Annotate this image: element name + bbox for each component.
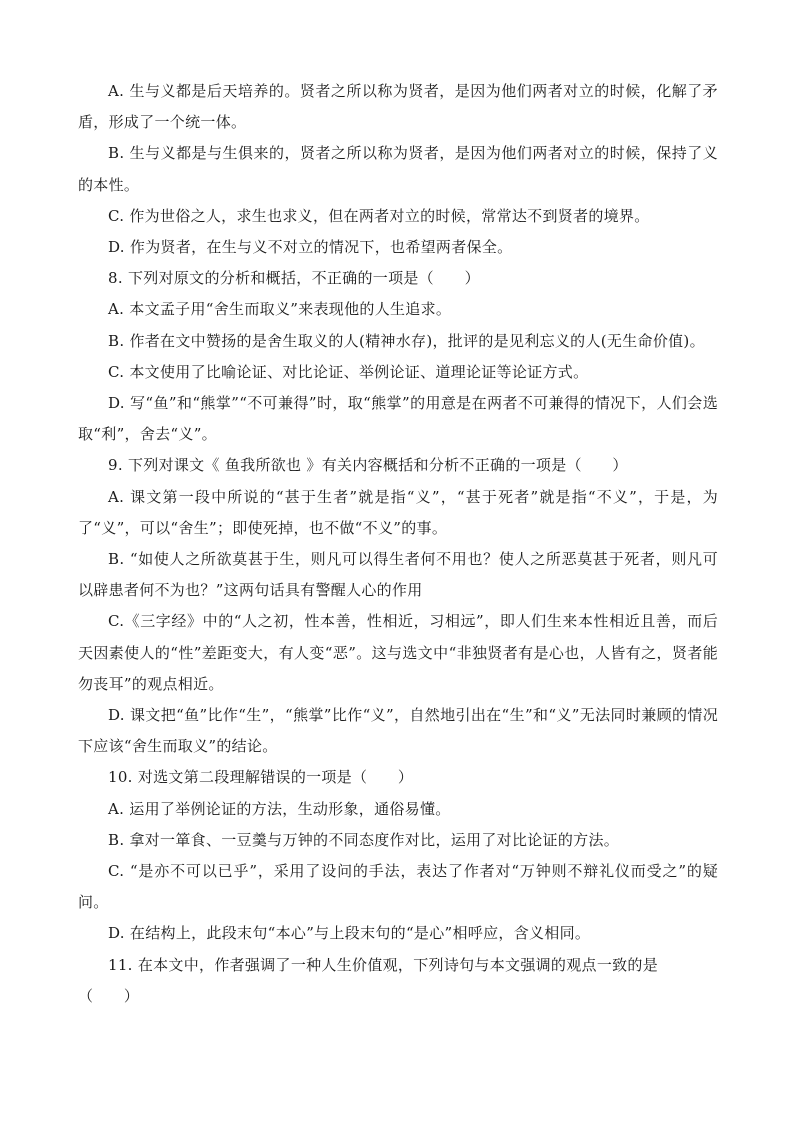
option-10a: A. 运用了举例论证的方法，生动形象，通俗易懂。 xyxy=(108,799,451,818)
option-8d: D. 写“鱼”和“熊掌”“不可兼得”时，取“熊掌”的用意是在两者不可兼得的情况下，人们会选取“利”，舍去“义”。 xyxy=(78,394,718,444)
option-10b: B. 拿对一箪食、一豆羹与万钟的不同态度作对比，运用了对比论证的方法。 xyxy=(108,830,620,849)
option-9a: A. 课文第一段中所说的“甚于生者”就是指“义”，“甚于死者”就是指“不义”，于是，为了“义”，可以“舍生”；即使死掉，也不做“不义”的事。 xyxy=(78,487,718,537)
question-9: 9. 下列对课文《 鱼我所欲也 》有关内容概括和分析不正确的一项是（ ） xyxy=(108,456,628,475)
option-9d: D. 课文把“鱼”比作“生”，“熊掌”比作“义”，自然地引出在“生”和“义”无法同时兼顾的情况下应该“舍生而取义”的结论。 xyxy=(78,706,718,756)
option-8a: A. 本文孟子用“舍生而取义”来表现他的人生追求。 xyxy=(108,300,452,319)
option-7a: A. 生与义都是后天培养的。贤者之所以称为贤者，是因为他们两者对立的时候，化解了矛盾，形成了一个统一体。 xyxy=(78,82,718,132)
question-10: 10. 对选文第二段理解错误的一项是（ ） xyxy=(108,768,414,787)
option-10d: D. 在结构上，此段末句“本心”与上段末句的“是心”相呼应，含义相同。 xyxy=(108,924,591,943)
option-8c: C. 本文使用了比喻论证、对比论证、举例论证、道理论证等论证方式。 xyxy=(108,362,589,381)
option-7b: B. 生与义都是与生俱来的，贤者之所以称为贤者，是因为他们两者对立的时候，保持了义的本性。 xyxy=(78,144,718,194)
option-7d: D. 作为贤者，在生与义不对立的情况下，也希望两者保全。 xyxy=(108,238,513,257)
question-8: 8. 下列对原文的分析和概括，不正确的一项是（ ） xyxy=(108,269,480,288)
question-11: 11. 在本文中，作者强调了一种人生价值观，下列诗句与本文强调的观点一致的是 xyxy=(108,955,659,974)
option-9c: C.《三字经》中的“人之初，性本善，性相近，习相远”，即人们生来本性相近且善，而后天因素使人的“性”差距变大，有人变“恶”。这与选文中“非独贤者有是心也，人皆有之，贤者能勿丧耳”的观点相近。 xyxy=(78,612,718,693)
option-7c: C. 作为世俗之人，求生也求义，但在两者对立的时候，常常达不到贤者的境界。 xyxy=(108,206,650,225)
option-9b: B. “如使人之所欲莫甚于生，则凡可以得生者何不用也？使人之所恶莫甚于死者，则凡可以辟患者何不为也？”这两句话具有警醒人心的作用 xyxy=(78,550,718,600)
document-body xyxy=(78,76,718,1012)
question-11-answer-blank: （ ） xyxy=(78,986,140,1005)
option-10c: C. “是亦不可以已乎”，采用了设问的手法，表达了作者对“万钟则不辩礼仪而受之”的疑问。 xyxy=(78,862,718,912)
option-8b: B. 作者在文中赞扬的是舍生取义的人(精神水存)，批评的是见利忘义的人(无生命价值)。 xyxy=(108,331,705,350)
